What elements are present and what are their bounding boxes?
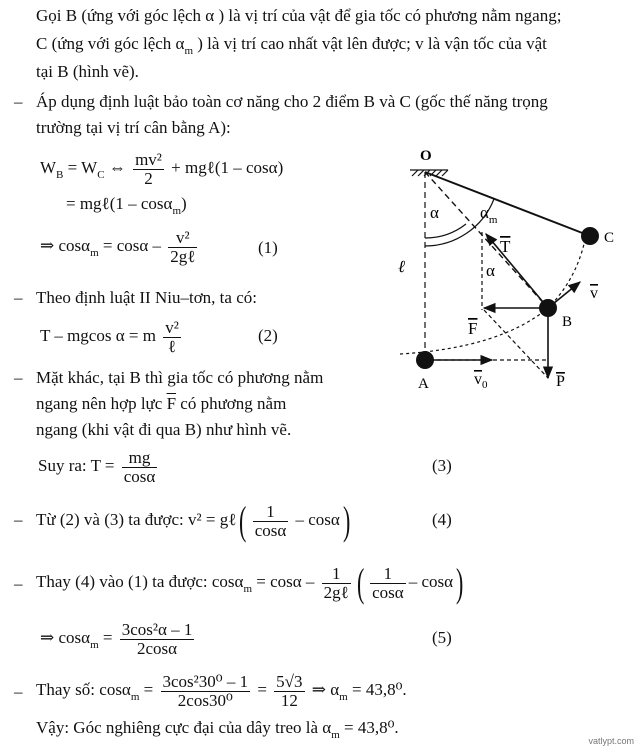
bullet-dash: – (14, 288, 23, 307)
step7-text: Thay số: cosα (36, 680, 131, 699)
bullet-dash: – (14, 574, 23, 593)
eq-line3a: ⇒ cosα (40, 236, 91, 255)
conclusion-val: = 43,8⁰. (339, 718, 399, 737)
bullet-dash: – (14, 368, 23, 387)
label-v0-main: v (474, 371, 482, 388)
step5-mid: = cosα – (252, 572, 315, 591)
step3-line-3: ngang (khi vật đi qua B) như hình vẽ. (36, 420, 292, 439)
step3-line-2b: có phương nằm (176, 394, 287, 413)
eq-label-4: (4) (432, 510, 452, 529)
frac-den: 2cos30⁰ (177, 690, 233, 710)
mass-B (539, 299, 557, 317)
label-l: ℓ (398, 257, 406, 276)
suyra-text: Suy ra: T = (38, 456, 115, 475)
bullet-dash: – (14, 92, 23, 111)
step7-res: ⇒ α (307, 680, 340, 699)
label-alpham (480, 203, 498, 226)
step3-line-1: Mặt khác, tại B thì gia tốc có phương nằm (36, 368, 324, 387)
eq-eq: = W (63, 158, 98, 177)
intro-line-1: Gọi B (ứng với góc lệch α ) là vị trí của vật để gia tốc có phương nằm ngang; (36, 6, 562, 25)
frac-num: mg (122, 449, 158, 468)
eq-line3b: = cosα – (102, 236, 162, 255)
eq-line2: = mgℓ(1 – cosα (66, 194, 173, 213)
mass-C (581, 227, 599, 245)
frac-num: 1 (370, 565, 406, 584)
eq-lhs: W (40, 158, 57, 177)
frac-num: v² (168, 229, 197, 248)
step1-line-2: trường tại vị trí cân bằng A): (36, 118, 231, 137)
step7-sub: m (130, 691, 140, 703)
label-alpham-main: α (480, 203, 489, 222)
step7-eq-sign: = (139, 680, 154, 699)
step2-text: Theo định luật II Niu–tơn, ta có: (36, 288, 257, 307)
eq-label-3: (3) (432, 456, 452, 475)
frac-den: 2 (144, 168, 153, 188)
intro-line-2c: ) là vị trí cao nhất vật lên được; v là vận tốc của vật (197, 34, 547, 53)
step1-line-1: Áp dụng định luật bảo toàn cơ năng cho 2 điểm B và C (gốc thế năng trọng (36, 92, 548, 111)
step7-eq2: = (253, 680, 267, 699)
pendulum-arc (400, 240, 585, 354)
mass-A (416, 351, 434, 369)
paren-open: ( (356, 560, 365, 606)
eq-line3-sub: m (90, 247, 99, 259)
step5-text: Thay (4) vào (1) ta được: cosα (36, 572, 244, 591)
eq-line2-sub: m (172, 205, 181, 217)
label-A: A (418, 376, 429, 392)
frac-num: 1 (322, 565, 351, 584)
eq-label-5: (5) (432, 628, 452, 647)
frac-num: 3cos²30⁰ – 1 (162, 671, 249, 691)
step4-tail: – cosα (295, 510, 340, 529)
frac-den: 2gℓ (323, 582, 349, 602)
label-P: P (556, 373, 565, 390)
label-F: F (468, 319, 478, 338)
vector-F: $\overline{F}$ (166, 394, 177, 413)
frac-den: cosα (372, 582, 404, 602)
frac-den: cosα (254, 520, 287, 540)
vector-T (486, 234, 548, 308)
bullet-dash: – (14, 510, 23, 529)
step6-a: ⇒ cosα (40, 628, 91, 647)
conclusion-text: Vậy: Góc nghiêng cực đại của dây treo là α (36, 718, 332, 737)
step2-eq-a: T – mgcos α = m (40, 326, 156, 345)
label-alpha-2: α (486, 261, 495, 280)
eq-label-2: (2) (258, 326, 278, 345)
step7-res-sub: m (339, 691, 348, 703)
frac-num: v² (165, 317, 179, 337)
frac-num: 3cos²α – 1 (121, 619, 193, 639)
label-alpham-sub: m (488, 214, 498, 226)
intro-line-2a: C (ứng với góc lệch α (36, 34, 185, 53)
frac-den: cosα (123, 466, 156, 486)
paren-close: ) (456, 560, 464, 606)
string-OB (425, 172, 548, 308)
eq-lhs-sub-b: B (56, 169, 64, 181)
frac-num: 5√3 (276, 671, 303, 691)
bullet-dash: – (14, 682, 23, 701)
frac-den: 2cosα (137, 638, 178, 658)
dashed-diagonal (484, 310, 548, 378)
eq-label-1: (1) (258, 238, 278, 257)
frac-den: 12 (280, 690, 298, 710)
watermark: vatlypt.com (588, 736, 634, 746)
conclusion-sub: m (331, 729, 340, 741)
label-T: T (500, 237, 511, 256)
intro-line-2-sub: m (184, 45, 194, 57)
frac-num: 1 (253, 503, 289, 522)
eq-rest: + mgℓ(1 – cosα) (171, 158, 284, 177)
label-v: v (590, 285, 598, 302)
string-OC (425, 172, 585, 234)
frac-den: ℓ (167, 336, 177, 356)
paren-close: ) (342, 498, 351, 544)
label-alpha-1: α (430, 203, 439, 222)
step7-res-val: = 43,8⁰. (347, 680, 407, 699)
label-O: O (420, 148, 432, 164)
eq-iff: ⇔ (104, 158, 131, 177)
label-v0 (474, 371, 488, 391)
step5-tail: – cosα (408, 572, 454, 591)
label-v0-sub: 0 (482, 379, 488, 391)
label-B: B (562, 314, 573, 330)
step3-line-2a: ngang nên hợp lực (36, 394, 167, 413)
step6-eq-sign: = (98, 628, 113, 647)
label-C: C (604, 230, 615, 246)
paren-open: ( (239, 498, 247, 544)
step5-sub: m (243, 583, 252, 595)
step4-text: Từ (2) và (3) ta được: v² = gℓ (36, 510, 237, 529)
eq-lhs-sub-c: C (97, 169, 105, 181)
angle-arc-alpha (425, 224, 466, 238)
eq-line2-end: ) (181, 194, 187, 213)
frac-den: 2gℓ (170, 246, 196, 266)
intro-line-3: tại B (hình vẽ). (36, 62, 139, 81)
frac-num: mv² (135, 149, 162, 169)
step6-sub: m (90, 639, 99, 651)
